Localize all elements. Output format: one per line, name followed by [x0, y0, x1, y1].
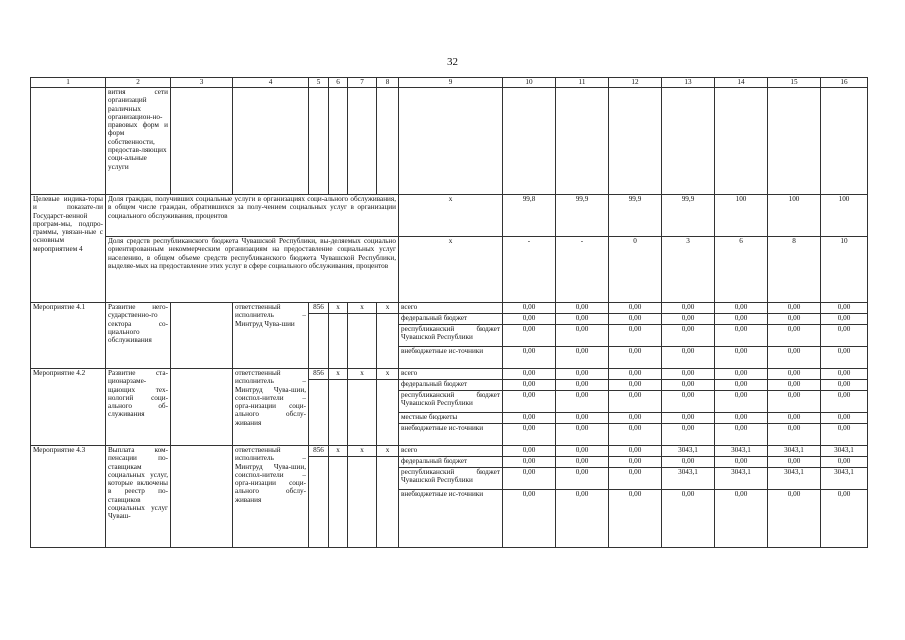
code-empty: [348, 424, 377, 446]
funding-value: 0,00: [715, 325, 768, 347]
column-number: 10: [503, 78, 556, 88]
funding-source: внебюджетные ис-точники: [399, 347, 503, 369]
indicator-value: -: [556, 237, 609, 303]
funding-value: 0,00: [821, 413, 868, 424]
column-number: 6: [329, 78, 348, 88]
continuation-row: [31, 88, 868, 195]
indicator-value: 100: [715, 195, 768, 237]
indicator-x: x: [399, 195, 503, 237]
funding-value: 0,00: [503, 314, 556, 325]
code-empty: [348, 413, 377, 424]
indicator-text: Доля граждан, получивших социальные услуги в организациях соци-ального обслуживания, в общем числе граждан, обратившихся за полу-чением социальных услуг в организации социального обслуживания, процентов: [106, 195, 399, 237]
code-empty: [348, 391, 377, 413]
funding-value: 0,00: [821, 314, 868, 325]
funding-value: 0,00: [715, 314, 768, 325]
funding-value: 0,00: [715, 303, 768, 314]
funding-value: 0,00: [662, 303, 715, 314]
funding-value: 0,00: [609, 347, 662, 369]
funding-value: 0,00: [768, 424, 821, 446]
table-cell: [821, 88, 868, 195]
funding-value: 0,00: [768, 303, 821, 314]
funding-value: 0,00: [768, 457, 821, 468]
funding-value: 0,00: [556, 457, 609, 468]
table-cell: [556, 88, 609, 195]
code-empty: [348, 457, 377, 468]
funding-value: 0,00: [662, 490, 715, 548]
funding-value: 0,00: [662, 391, 715, 413]
funding-value: 0,00: [662, 369, 715, 380]
funding-value: 0,00: [503, 413, 556, 424]
measure-row: [31, 446, 868, 457]
funding-value: 0,00: [715, 369, 768, 380]
code-empty: [348, 347, 377, 369]
funding-value: 0,00: [503, 424, 556, 446]
funding-value: 0,00: [662, 413, 715, 424]
funding-source: всего: [399, 446, 503, 457]
measure-description: Выплата ком-пенсации по-ставщикам социальных услуг, которые включены в реестр по-ставщиков социальных услуг Чуваш-: [106, 446, 171, 548]
code-x: x: [348, 446, 377, 457]
code-empty: [377, 325, 399, 347]
indicator-x: x: [399, 237, 503, 303]
indicator-value: 99,8: [503, 195, 556, 237]
code-x: x: [329, 446, 348, 457]
program-table: [30, 77, 868, 548]
funding-value: 0,00: [821, 325, 868, 347]
funding-value: 0,00: [715, 391, 768, 413]
funding-value: 0,00: [609, 303, 662, 314]
column-number: 11: [556, 78, 609, 88]
code-empty: [329, 468, 348, 490]
funding-source: республиканский бюджет Чувашской Республики: [399, 468, 503, 490]
code-empty: [309, 391, 329, 413]
code-empty: [309, 413, 329, 424]
code-empty: [309, 325, 329, 347]
funding-value: 0,00: [503, 380, 556, 391]
column-number: 8: [377, 78, 399, 88]
table-cell: [609, 88, 662, 195]
co-executor-cell: [171, 369, 233, 446]
code-empty: [377, 457, 399, 468]
funding-value: 0,00: [503, 391, 556, 413]
funding-value: 3043,1: [662, 446, 715, 457]
funding-value: 0,00: [503, 369, 556, 380]
code-empty: [309, 380, 329, 391]
code-empty: [329, 424, 348, 446]
funding-value: 0,00: [662, 347, 715, 369]
funding-source: всего: [399, 369, 503, 380]
funding-value: 0,00: [715, 490, 768, 548]
measure-name: Мероприятие 4.3: [31, 446, 106, 548]
funding-value: 0,00: [556, 468, 609, 490]
funding-value: 0,00: [768, 314, 821, 325]
funding-source: федеральный бюджет: [399, 457, 503, 468]
table-cell: [233, 88, 309, 195]
funding-value: 0,00: [715, 380, 768, 391]
table-cell: [329, 88, 348, 195]
page-number: 32: [447, 56, 458, 68]
funding-value: 0,00: [662, 314, 715, 325]
funding-value: 3043,1: [821, 446, 868, 457]
code-x: x: [377, 446, 399, 457]
funding-value: 3043,1: [715, 468, 768, 490]
funding-value: 0,00: [503, 446, 556, 457]
code-x: x: [377, 303, 399, 314]
funding-source: внебюджетные ис-точники: [399, 490, 503, 548]
indicator-value: 6: [715, 237, 768, 303]
funding-value: 3043,1: [768, 468, 821, 490]
column-number: 12: [609, 78, 662, 88]
code-empty: [309, 347, 329, 369]
funding-value: 0,00: [556, 413, 609, 424]
code-empty: [329, 325, 348, 347]
column-number: 16: [821, 78, 868, 88]
table-cell: [715, 88, 768, 195]
table-cell: [31, 88, 106, 195]
funding-value: 0,00: [503, 468, 556, 490]
measure-row: [31, 303, 868, 314]
indicator-text: Доля средств республиканского бюджета Чувашской Республики, вы-деляемых социально ориентированным некоммерческим организациям на предоставление социальных услуг населению, в общем объеме средств республиканского бюджета Чувашской Республики, выделяе-мых на предоставление этих услуг в сфере социального обслуживания, процентов: [106, 237, 399, 303]
code-empty: [377, 413, 399, 424]
funding-value: 0,00: [503, 303, 556, 314]
funding-value: 0,00: [821, 347, 868, 369]
funding-value: 0,00: [609, 391, 662, 413]
funding-value: 0,00: [556, 380, 609, 391]
code-empty: [348, 490, 377, 548]
funding-value: 0,00: [821, 424, 868, 446]
funding-source: федеральный бюджет: [399, 314, 503, 325]
budget-code: 856: [309, 369, 329, 380]
funding-value: 3043,1: [768, 446, 821, 457]
funding-value: 0,00: [503, 325, 556, 347]
measure-description: Развитие ста-ционарзаме-щающих тех-нологий соци-ального об-служивания: [106, 369, 171, 446]
funding-value: 0,00: [556, 347, 609, 369]
column-numbers-row: [31, 78, 868, 88]
code-x: x: [348, 303, 377, 314]
column-number: 15: [768, 78, 821, 88]
funding-value: 0,00: [609, 369, 662, 380]
code-empty: [329, 314, 348, 325]
executor-cell: ответственный исполнитель – Минтруд Чува-шии, соиспол-нители – орга-низации соци-ального обслу-живания: [233, 446, 309, 548]
table-cell: [309, 88, 329, 195]
code-x: x: [348, 369, 377, 380]
code-empty: [348, 325, 377, 347]
funding-value: 0,00: [768, 380, 821, 391]
measure-row: [31, 369, 868, 380]
measure-name: Мероприятие 4.2: [31, 369, 106, 446]
budget-code: 856: [309, 303, 329, 314]
funding-value: 0,00: [609, 424, 662, 446]
table-cell: [399, 88, 503, 195]
table-cell: [377, 88, 399, 195]
funding-value: 0,00: [715, 413, 768, 424]
funding-value: 0,00: [609, 314, 662, 325]
code-empty: [377, 424, 399, 446]
code-empty: [377, 468, 399, 490]
indicator-value: 100: [821, 195, 868, 237]
table-cell: [503, 88, 556, 195]
budget-code: 856: [309, 446, 329, 457]
indicator-value: -: [503, 237, 556, 303]
indicator-value: 10: [821, 237, 868, 303]
funding-value: 0,00: [768, 325, 821, 347]
funding-source: всего: [399, 303, 503, 314]
funding-value: 0,00: [715, 457, 768, 468]
column-number: 14: [715, 78, 768, 88]
funding-value: 0,00: [821, 457, 868, 468]
code-x: x: [329, 369, 348, 380]
executor-cell: ответственный исполнитель – Минтруд Чува-шии: [233, 303, 309, 369]
funding-value: 0,00: [662, 325, 715, 347]
column-number: 4: [233, 78, 309, 88]
funding-value: 0,00: [715, 424, 768, 446]
indicator-value: 99,9: [662, 195, 715, 237]
indicator-row: [31, 237, 868, 303]
funding-value: 0,00: [609, 380, 662, 391]
funding-value: 0,00: [556, 446, 609, 457]
column-number: 2: [106, 78, 171, 88]
funding-value: 0,00: [662, 424, 715, 446]
measure-name: Мероприятие 4.1: [31, 303, 106, 369]
code-empty: [329, 380, 348, 391]
funding-value: 0,00: [556, 314, 609, 325]
funding-value: 0,00: [556, 369, 609, 380]
target-indicators-label: Целевые индика-торы и показате-ли Государст-венной програм-мы, подпро-граммы, увязан-ные с основным мероприятием 4: [31, 195, 106, 303]
funding-value: 3043,1: [662, 468, 715, 490]
funding-value: 0,00: [503, 347, 556, 369]
table-cell: [348, 88, 377, 195]
code-empty: [377, 391, 399, 413]
column-number: 3: [171, 78, 233, 88]
funding-source: местные бюджеты: [399, 413, 503, 424]
funding-value: 3043,1: [715, 446, 768, 457]
funding-value: 0,00: [609, 413, 662, 424]
funding-value: 0,00: [503, 490, 556, 548]
code-empty: [348, 468, 377, 490]
column-number: 1: [31, 78, 106, 88]
indicator-value: 99,9: [609, 195, 662, 237]
co-executor-cell: [171, 303, 233, 369]
funding-value: 0,00: [609, 457, 662, 468]
code-x: x: [329, 303, 348, 314]
funding-value: 0,00: [556, 391, 609, 413]
funding-value: 0,00: [503, 457, 556, 468]
code-empty: [309, 468, 329, 490]
indicator-value: 100: [768, 195, 821, 237]
funding-value: 0,00: [768, 413, 821, 424]
table-cell: [768, 88, 821, 195]
column-number: 9: [399, 78, 503, 88]
funding-value: 0,00: [556, 490, 609, 548]
indicator-value: 99,9: [556, 195, 609, 237]
funding-value: 0,00: [768, 369, 821, 380]
code-empty: [329, 413, 348, 424]
measure-description: вития сети организаций различных организацион-но-правовых форм и форм собственности, предостав-ляющих соци-альные услуги: [106, 88, 171, 195]
funding-source: федеральный бюджет: [399, 380, 503, 391]
indicator-value: 8: [768, 237, 821, 303]
indicator-value: 0: [609, 237, 662, 303]
funding-value: 0,00: [821, 391, 868, 413]
code-empty: [309, 457, 329, 468]
funding-value: 0,00: [662, 457, 715, 468]
code-empty: [329, 347, 348, 369]
funding-value: 0,00: [556, 424, 609, 446]
funding-value: 0,00: [821, 303, 868, 314]
funding-value: 0,00: [715, 347, 768, 369]
column-number: 7: [348, 78, 377, 88]
code-empty: [329, 457, 348, 468]
code-empty: [329, 490, 348, 548]
indicator-row: [31, 195, 868, 237]
funding-value: 0,00: [768, 490, 821, 548]
code-empty: [377, 490, 399, 548]
column-number: 13: [662, 78, 715, 88]
funding-value: 0,00: [609, 446, 662, 457]
funding-source: внебюджетные ис-точники: [399, 424, 503, 446]
code-empty: [348, 380, 377, 391]
funding-source: республиканский бюджет Чувашской Республики: [399, 325, 503, 347]
table-cell: [171, 88, 233, 195]
executor-cell: ответственный исполнитель – Минтруд Чува-шии, соиспол-нители – орга-низации соци-ального обслу-живания: [233, 369, 309, 446]
indicator-value: 3: [662, 237, 715, 303]
funding-value: 0,00: [821, 369, 868, 380]
funding-value: 0,00: [662, 380, 715, 391]
code-empty: [329, 391, 348, 413]
code-empty: [377, 314, 399, 325]
code-x: x: [377, 369, 399, 380]
code-empty: [309, 424, 329, 446]
funding-value: 0,00: [556, 303, 609, 314]
funding-value: 0,00: [609, 468, 662, 490]
funding-source: республиканский бюджет Чувашской Республики: [399, 391, 503, 413]
column-number: 5: [309, 78, 329, 88]
code-empty: [309, 314, 329, 325]
funding-value: 0,00: [556, 325, 609, 347]
table-cell: [662, 88, 715, 195]
code-empty: [348, 314, 377, 325]
funding-value: 0,00: [768, 347, 821, 369]
funding-value: 0,00: [609, 325, 662, 347]
code-empty: [309, 490, 329, 548]
measure-description: Развитие него-сударственно-го сектора со-циального обслуживания: [106, 303, 171, 369]
funding-value: 0,00: [609, 490, 662, 548]
funding-value: 0,00: [821, 490, 868, 548]
funding-value: 0,00: [768, 391, 821, 413]
code-empty: [377, 347, 399, 369]
funding-value: 0,00: [821, 380, 868, 391]
co-executor-cell: [171, 446, 233, 548]
funding-value: 3043,1: [821, 468, 868, 490]
code-empty: [377, 380, 399, 391]
